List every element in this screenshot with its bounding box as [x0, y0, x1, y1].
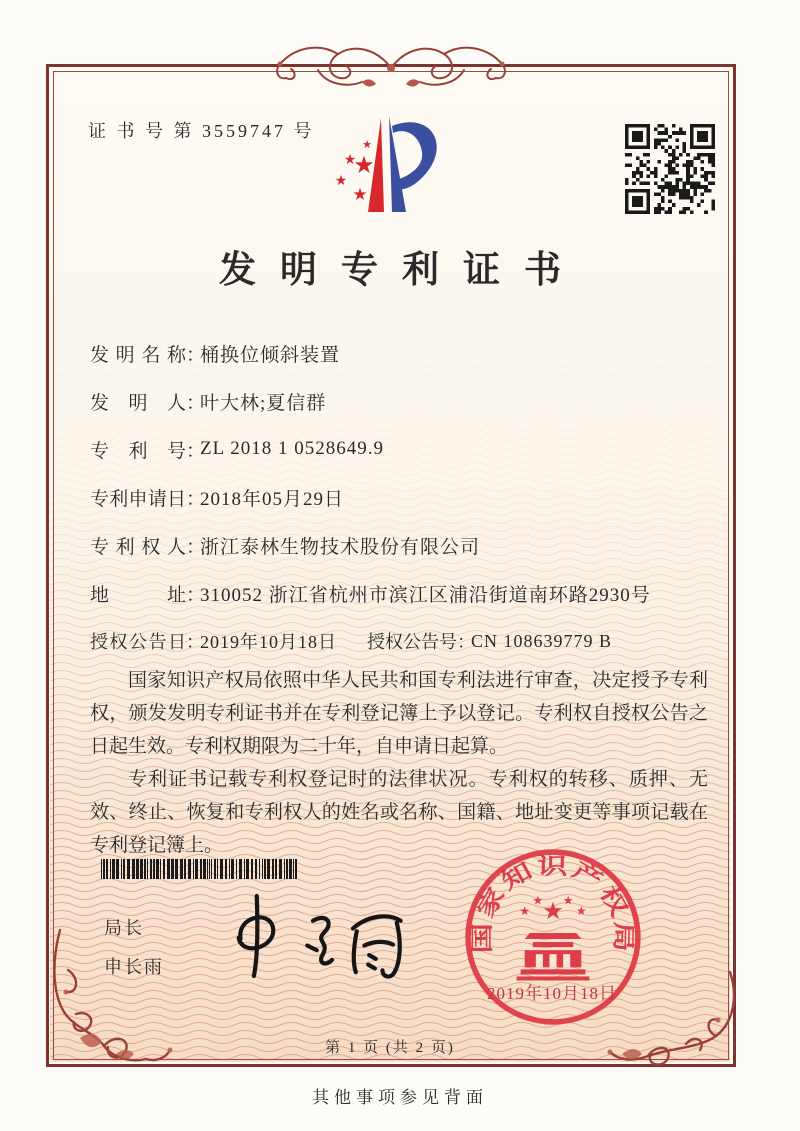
- certificate-title-row: [46, 239, 734, 293]
- barcode: [100, 859, 300, 884]
- handwritten-signature: [212, 884, 412, 994]
- field-colon: ：: [457, 632, 475, 652]
- field-colon: ：: [186, 488, 206, 510]
- legal-paragraph-2: 专利证书记载专利权登记时的法律状况。专利权的转移、质押、无效、终止、恢复和专利权人的姓名或名称、国籍、地址变更等事项记载在专利登记簿上。: [90, 769, 708, 856]
- director-block: [104, 914, 164, 992]
- cnipa-logo-graphic: [326, 110, 448, 228]
- grant-date-label: 授权公告日: [90, 632, 186, 652]
- grant-number-label: 授权公告号: [367, 632, 457, 652]
- svg-text:★: ★: [343, 152, 357, 168]
- grant-number-group: [367, 628, 612, 654]
- field-colon: ：: [186, 344, 206, 366]
- field-label: 专利号: [90, 440, 186, 462]
- ornament-top-flourish: [266, 36, 516, 103]
- svg-text:★: ★: [542, 895, 564, 925]
- barcode-image: [100, 859, 300, 879]
- back-side-note: 其他事项参见背面: [312, 1088, 488, 1107]
- field-colon: ：: [186, 584, 206, 606]
- field-invention-name: [90, 329, 720, 377]
- field-value: 浙江泰林生物技术股份有限公司: [200, 536, 481, 558]
- svg-text:★: ★: [519, 903, 531, 918]
- patent-fields: [90, 329, 720, 665]
- svg-text:★: ★: [575, 903, 587, 918]
- cnipa-logo: [326, 110, 448, 233]
- seal-ring-text: 国家知识产权局: [470, 853, 636, 954]
- page-number: 第 1 页 (共 2 页): [325, 1040, 455, 1056]
- qr-code: [625, 124, 715, 219]
- field-patent-number: [90, 425, 720, 473]
- svg-text:★: ★: [532, 893, 544, 908]
- field-label: 地址: [90, 584, 186, 606]
- legal-paragraph-1: 国家知识产权局依照中华人民共和国专利法进行审查，决定授予专利权，颁发发明专利证书并在专利登记簿上予以登记。专利权自授权公告之日起生效。专利权期限为二十年，自申请日起算。: [90, 670, 708, 757]
- certificate-number: 证 书 号 第 3559747 号: [88, 121, 315, 141]
- field-colon: ：: [186, 440, 206, 462]
- field-label: 专利权人: [90, 536, 186, 558]
- svg-text:★: ★: [334, 173, 348, 189]
- field-colon: ：: [186, 392, 206, 414]
- seal-date: 2019年10月18日: [487, 984, 617, 1003]
- field-value: 桶换位倾斜装置: [200, 344, 341, 366]
- qr-code-image: [625, 124, 715, 214]
- grant-date-value: 2019年10月18日: [200, 632, 337, 652]
- field-address: [90, 569, 720, 617]
- grant-number-value: CN 108639779 B: [471, 630, 613, 651]
- certificate-title: 发明专利证书: [219, 250, 585, 291]
- field-inventors: [90, 377, 720, 425]
- national-emblem: [517, 894, 590, 981]
- field-label: 发明人: [90, 392, 186, 414]
- field-value: ZL 2018 1 0528649.9: [200, 438, 385, 459]
- director-name: 申长雨: [104, 957, 164, 977]
- field-value: 2018年05月29日: [200, 488, 345, 510]
- field-colon: ：: [186, 632, 204, 652]
- legal-text-block: [90, 664, 708, 862]
- svg-text:★: ★: [353, 151, 375, 179]
- field-filing-date: [90, 473, 720, 521]
- field-grant-row: [90, 617, 720, 665]
- svg-text:★: ★: [562, 893, 574, 908]
- svg-text:★: ★: [352, 185, 368, 205]
- field-label: 发明名称: [90, 344, 186, 366]
- field-patentee: [90, 521, 720, 569]
- national-emblem-seal: [462, 846, 644, 1033]
- field-label: 专利申请日: [90, 488, 186, 510]
- director-title: 局长: [104, 918, 144, 938]
- field-colon: ：: [186, 536, 206, 558]
- field-value: 叶大林;夏信群: [200, 392, 327, 414]
- field-value: 310052 浙江省杭州市滨江区浦沿街道南环路2930号: [200, 584, 651, 606]
- svg-text:★: ★: [362, 138, 372, 151]
